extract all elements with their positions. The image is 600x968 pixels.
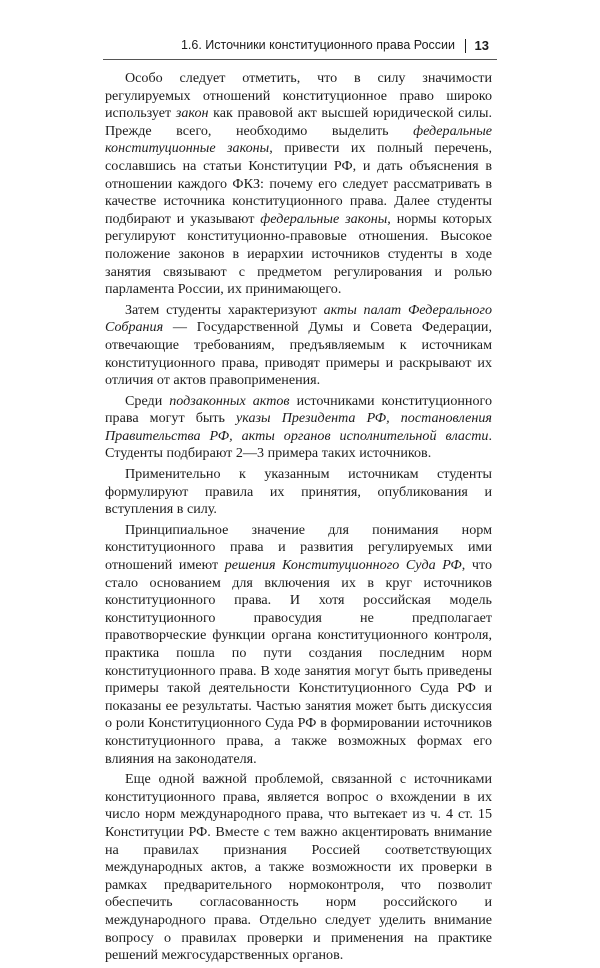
text-run: Принципиальное значение для понимания норм конституционного права и развития регулируемых ими отношений имеют <box>105 521 492 574</box>
text-run: источниками конституционного права могут быть <box>105 392 492 427</box>
header-divider <box>465 39 466 53</box>
italic-text-run: федеральные законы <box>260 210 388 227</box>
text-run: , что стало основанием для включения их в круг источников конституционного права. И хотя российская модель конституционного правосудия не предполагает правотворческие функции органа конституционного контроля, практика пошла по пути создания последним норм конституционного права. В ходе занятия могут быть приведены примеры такой деятельности Конституционного Суда РФ и показаны ее результаты. Частью занятия может быть дискуссия о роли Конституционного Суда РФ в формировании источников конституционного права, а также возможных формах его влияния на законодателя. <box>105 557 492 767</box>
paragraph <box>105 302 492 390</box>
text-run: Еще одной важной проблемой, связанной с источниками конституционного права, является вопрос о вхождении в их число норм международного права, что вытекает из ч. 4 ст. 15 Конституции РФ. Вместе с тем важно акцентировать внимание на правилах признания Россией соответствующих международных актов, а также возможности их проверки в рамках предварительного нормоконтроля, что позволит обеспечить согласованность норм российского и международного права. Отдельно следует уделить внимание вопросу о правилах проверки и применения на практике решений межгосударственных органов. <box>105 771 492 964</box>
italic-text-run: решения Конституционного Суда РФ <box>224 557 462 574</box>
text-run: Применительно к указанным источникам студенты формулируют правила их принятия, опубликования и вступления в силу. <box>105 466 492 518</box>
text-run: . Студенты подбирают 2—3 примера таких источников. <box>105 427 492 462</box>
paragraph <box>105 522 492 768</box>
italic-text-run: закон <box>175 105 209 122</box>
page-number: 13 <box>474 38 489 53</box>
section-title: 1.6. Источники конституционного права России <box>180 38 455 52</box>
paragraph <box>105 393 492 463</box>
text-run: Среди <box>125 392 170 409</box>
text-run: — Государственной Думы и Совета Федерации, отвечающие требованиям, предъявляемым к источникам конституционного права, приводят примеры и раскрывают их отличия от актов правоприменения. <box>105 319 492 389</box>
italic-text-run: акты палат Федерального Собрания <box>105 301 492 336</box>
running-header <box>0 38 600 56</box>
body-text <box>105 70 492 968</box>
paragraph <box>105 70 492 299</box>
paragraph <box>105 466 492 519</box>
paragraph <box>105 771 492 965</box>
text-run: , привести их полный перечень, сославшись на статьи Конституции РФ, и дать объяснения в отношении каждого ФКЗ: почему его следует рассматривать в качестве источника конституционного права. Далее студенты подбирают и указывают <box>105 140 492 227</box>
italic-text-run: федеральные конституционные законы <box>105 122 492 157</box>
italic-text-run: подзаконных актов <box>169 392 290 409</box>
text-run: Особо следует отметить, что в силу значимости регулируемых отношений конституционное право широко использует <box>105 70 492 122</box>
text-run: как правовой акт высшей юридической силы. Прежде всего, необходимо выделить <box>105 105 493 139</box>
text-run: , нормы которых регулируют конституционно-правовые отношения. Высокое положение законов в иерархии источников студенты в ходе занятия связывают с предметом регулирования и ролью парламента России, их принимающего. <box>105 210 492 298</box>
header-rule <box>103 59 497 60</box>
text-run: Затем студенты характеризуют <box>125 301 324 318</box>
italic-text-run: указы Президента РФ, постановления Правительства РФ, акты органов исполнительной власти <box>105 410 492 444</box>
